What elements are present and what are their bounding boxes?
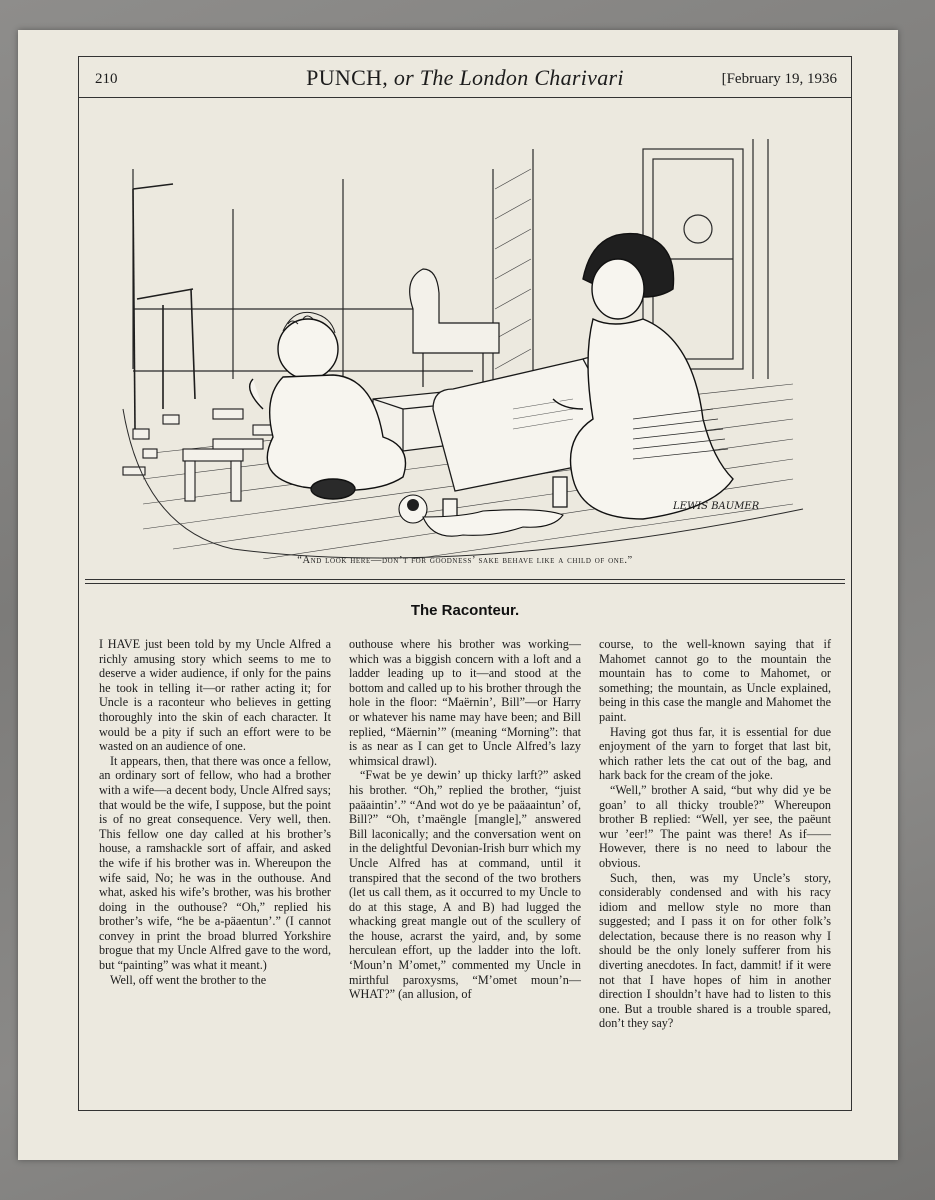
page-header [79,65,851,91]
article-body [99,637,834,1097]
masthead-or: or [388,65,420,90]
article-column-3 [599,637,831,1031]
divider-rule [85,579,845,580]
artist-signature: LEWIS BAUMER [673,501,760,512]
divider-rule [85,583,845,584]
page-frame [78,56,852,1111]
issue-date: [February 19, 1936 [721,71,837,87]
paragraph: Having got thus far, it is essential for due enjoyment of the yarn to forget that last bit, which rather lets the cat out of the bag, and hark back for the cream of the joke. [599,724,831,783]
paragraph: Such, then, was my Uncle’s story, considerably condensed and with his racy idiom and mellow style no more than suggested; and I pass it on for other folk’s delectation, because there is no reason why I should be the only lonely sufferer from his diverting anecdotes. In fact, dammit! if it were not that I have hopes of him in another direction I shouldn’t have had to listen to this one. But a trouble shared is a trouble spared, don’t they say? [599,870,831,1031]
paragraph: It appears, then, that there was once a fellow, an ordinary sort of fellow, who had a brother with a wife—a decent body, Uncle Alfred says; that would be the wife, I suppose, but the point is of no great consequence. Very well, then. This fellow one day called at his brother’s house, a ramshackle sort of affair, and asked the wife if his brother was in. Whereupon the wife said, No; he was in the outhouse. And what, asked his wife’s brother, was his brother doing in the outhouse? “Oh,” replied his brother’s wife, “he be a-päaentun’.” (I cannot convey in print the broad blurred Yorkshire brogue that my Uncle Alfred gave to the word, but “painting” was what it meant.) [99,753,331,973]
paragraph: Well, off went the brother to the [110,972,267,987]
paragraph: I HAVE just been told by my Uncle Alfred a richly amusing story which seems to me to deserve a wider audience, if only for the pains he took in telling it—or rather acting it; for Uncle is a raconteur who believes in getting thoroughly into the skin of each character. It would be a pity if such an effort were to be wasted on an audience of one. [99,637,331,754]
masthead-main: PUNCH, [306,65,389,90]
page-number: 210 [95,71,118,87]
article-column-1 [99,637,331,987]
cartoon-illustration [113,109,813,559]
article-title: The Raconteur. [410,602,520,619]
cartoon-caption: “And look here—don’t for goodness’ sake behave like a child of one.” [297,555,633,566]
magazine-page [18,30,898,1160]
paragraph: course, to the well-known saying that if Mahomet cannot go to the mountain the mountain has to come to Mahomet, or something; the mountain, as Uncle explained, being in this case the mangle and Mahomet the paint. [599,637,831,724]
paragraph: outhouse where his brother was working—which was a biggish concern with a loft and a ladder leading up to it—and stood at the bottom and called up to his brother through the hole in the floor: “Maërnin’, Bill”—or Harry or whatever his name may have been; and Bill replied, “Mäernin’” (meaning “Morning”: that is as near as I can get to Uncle Alfred’s lazy whimsical drawl). [349,637,581,768]
header-rule [79,97,851,98]
masthead-sub: The London Charivari [419,65,624,90]
paragraph: “Well,” brother A said, “but why did ye be goan’ to all thicky trouble?” Whereupon brother B replied: “Well, yer see, the paëunt wur ’eer!” The paint was there! As if—— However, there is no need to labour the obvious. [599,782,831,870]
article-column-2 [349,637,581,1002]
paragraph: “Fwat be ye dewin’ up thicky larft?” asked his brother. “Oh,” replied the brother, “juist paäaintin’.” “And wot do ye be paäaaintun’ of, Bill?” “Oh, t’maëngle [mangle],” answered Bill laconically; and the conversation went on in the delightful Devonian-Irish burr which my Uncle Alfred has at command, until it transpired that the second of the two brothers (let us call them, as it occurred to my Uncle to do at this stage, A and B) had lugged the whacking great mangle out of the scullery of the house, acrarst the yaird, and, by some herculean effort, up the ladder into the loft. ‘Moun’n M’omet,” commented my Uncle in mirthful paroxysms, “M’omet moun’n—WHAT?” (an allusion, of [349,768,581,1002]
